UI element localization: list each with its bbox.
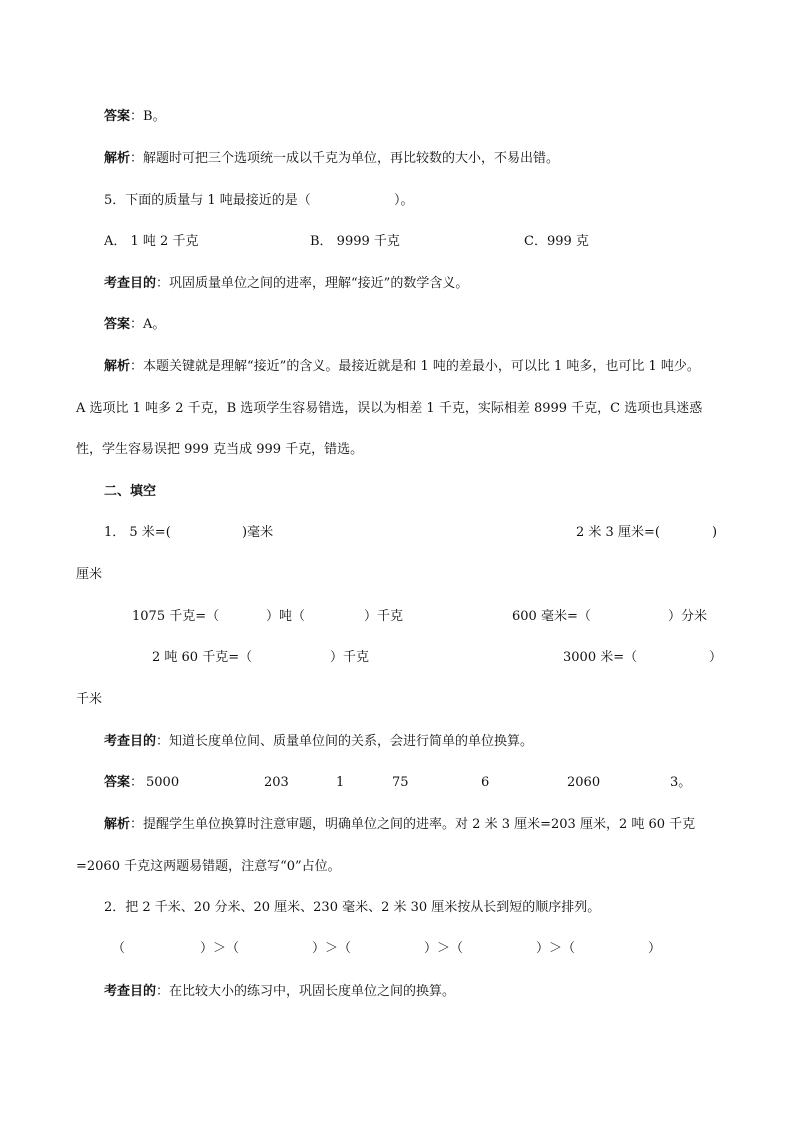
fill2-close: ） [648,941,662,956]
q4-answer-line [104,108,166,126]
fill1-item-b-end: ) [712,525,718,540]
q5-answer-line [104,316,165,334]
colon: ： [130,359,144,374]
fill1-item-f-unit: 千米 [76,692,103,707]
q5-analysis-line1 [104,358,700,376]
colon: ： [130,817,144,832]
fill1-purpose-line [104,733,533,751]
fill1-item-c-end: ）千克 [364,609,404,624]
fill1-item-a: 1． 5 米=( [104,525,171,540]
fill1-item-c: 1075 千克=（ [132,609,220,624]
fill1-item-b-unit: 厘米 [76,567,103,582]
purpose-text: 知道长度单位间、质量单位间的关系，会进行简单的单位换算。 [169,734,534,749]
fill1-analysis-line1 [104,816,695,834]
q5-analysis-line2: A 选项比 1 吨多 2 千克，B 选项学生容易错选，误以为相差 1 千克，实际相差 8999 千克，C 选项也具迷惑 [76,401,703,416]
q4-analysis-line [104,150,559,168]
colon: ： [130,151,144,166]
analysis-text: 解题时可把三个选项统一成以千克为单位，再比较数的大小，不易出错。 [143,151,560,166]
purpose-text: 巩固质量单位之间的进率，理解“接近”的数学含义。 [169,276,469,291]
q5-purpose-line [104,275,468,293]
colon: ： [156,276,170,291]
fill1-item-f: 3000 米=（ [563,650,638,665]
colon: ： [130,317,144,332]
q5-option-b: B． 9999 千克 [310,234,400,249]
purpose-label: 考查目的 [104,734,157,749]
colon: ： [156,734,170,749]
fill2-open: （ [112,941,126,956]
answer-value: 2060 [567,775,601,790]
answer-value: 1 [336,775,345,790]
q5-stem [104,192,311,210]
fill2-sep-2: ）＞（ [312,941,352,956]
answer-label: 答案 [104,109,131,124]
analysis-text: 提醒学生单位换算时注意审题，明确单位之间的进率。对 2 米 3 厘米=203 厘米，2 吨 60 千克 [143,817,696,832]
fill2-sep-3: ）＞（ [424,941,464,956]
fill1-item-b: 2 米 3 厘米=( [576,525,660,540]
purpose-label: 考查目的 [104,984,157,999]
q5-stem-end: ）。 [394,193,414,208]
analysis-label: 解析 [104,817,131,832]
purpose-text: 在比较大小的练习中，巩固长度单位之间的换算。 [169,984,456,999]
fill2-stem: 2．把 2 千米、20 分米、20 厘米、230 毫米、2 米 30 厘米按从长到短的顺序排列。 [104,900,601,915]
q5-option-a: A． 1 吨 2 千克 [104,234,199,249]
fill1-item-e: 2 吨 60 千克=（ [152,650,253,665]
section-title: 二、填空 [104,484,157,499]
answer-value: 6 [481,775,490,790]
analysis-label: 解析 [104,359,131,374]
answer-label: 答案 [104,317,131,332]
answer-text: B。 [143,109,166,124]
fill1-item-d-end: ）分米 [668,609,708,624]
q5-stem-text: 5．下面的质量与 1 吨最接近的是（ [104,193,311,208]
fill1-item-d: 600 毫米=（ [512,609,591,624]
colon: ： [130,109,144,124]
fill1-analysis-line2: =2060 千克这两题易错题，注意写“0”占位。 [76,859,341,874]
purpose-label: 考查目的 [104,276,157,291]
answer-value: 203 [264,775,289,790]
fill1-item-f-end: ） [709,650,723,665]
fill1-item-a-end: )毫米 [242,525,274,540]
answer-label: 答案 [104,775,131,790]
fill2-sep-4: ）＞（ [536,941,576,956]
answer-value: 5000 [146,775,180,790]
fill2-sep-1: ）＞（ [200,941,240,956]
q5-option-c: C．999 克 [524,234,589,249]
q5-analysis-line3: 性，学生容易误把 999 克当成 999 千克，错选。 [76,442,364,457]
colon: ： [130,775,144,790]
fill1-answer-line [104,774,143,792]
fill1-item-c-mid: ）吨（ [266,609,306,624]
analysis-text: 本题关键就是理解“接近”的含义。最接近就是和 1 吨的差最小，可以比 1 吨多，也可比 1 吨少。 [143,359,700,374]
fill2-purpose-line [104,983,455,1001]
answer-value: 75 [392,775,409,790]
answer-text: A。 [143,317,166,332]
answer-value: 3。 [670,775,692,790]
fill1-item-e-end: ）千克 [330,650,370,665]
colon: ： [156,984,170,999]
analysis-label: 解析 [104,151,131,166]
